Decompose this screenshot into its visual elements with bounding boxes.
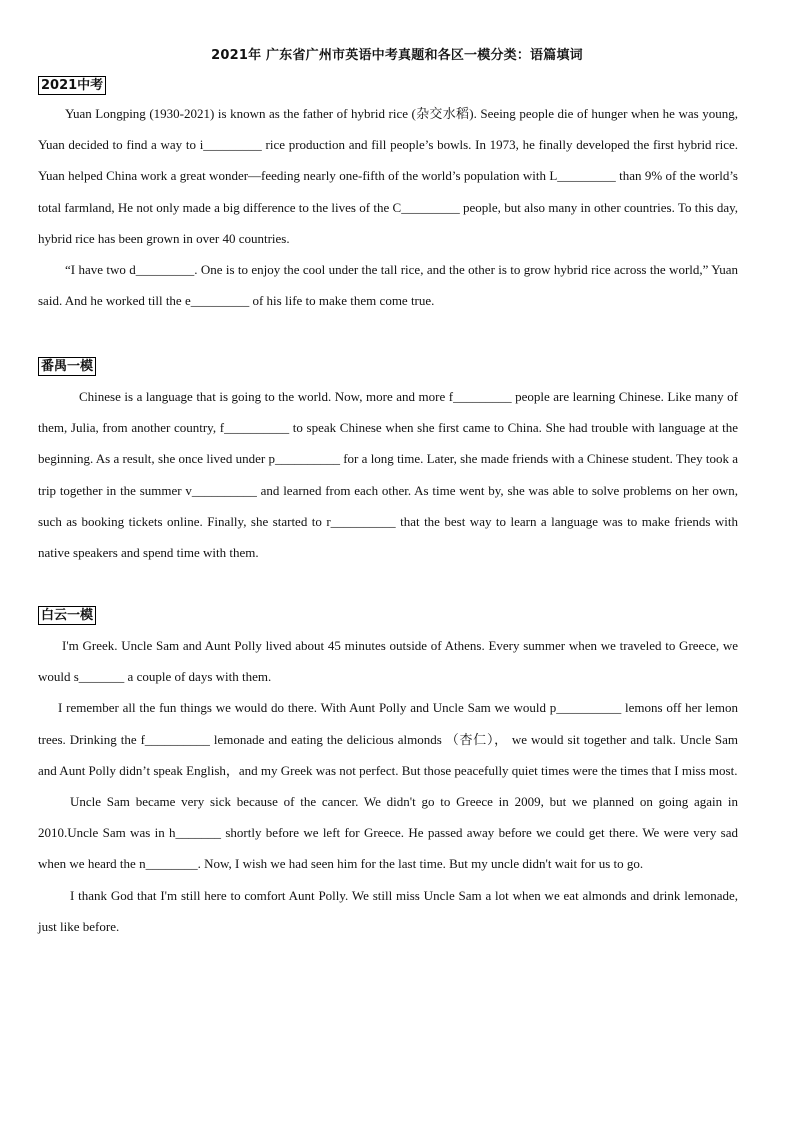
passage-paragraph: “I have two d_________. One is to enjoy the cool under the tall rice, and the other is to grow hybrid rice across the world,” Yuan said. And he worked till the e_________ of his life to make them come true. [38, 262, 738, 309]
section-2021-exam [38, 76, 738, 316]
section-heading: 白云一模 [38, 606, 96, 625]
passage-paragraph: I thank God that I'm still here to comfort Aunt Polly. We still miss Uncle Sam a lot when we eat almonds and drink lemonade, just like before. [38, 887, 738, 934]
section-heading: 2021中考 [38, 76, 106, 95]
passage-paragraph: I remember all the fun things we would do there. With Aunt Polly and Uncle Sam we would p__________ lemons off her lemon trees. Drinking the f__________ lemonade and eating the delicious almonds （杏仁）， we would sit together and talk. Uncle Sam and Aunt Polly didn’t speak English，and my Greek was not perfect. But those peacefully quiet times were the times that I miss most. [38, 700, 738, 778]
page-title: 2021年 广东省广州市英语中考真题和各区一模分类：语篇填词 [211, 48, 583, 63]
section-panyu-mock [38, 357, 738, 568]
passage-paragraph: Yuan Longping (1930-2021) is known as the father of hybrid rice (杂交水稻). Seeing people die of hunger when he was young, Yuan decided to find a way to i_________ rice production and fill people’s bowls. In 1973, he finally developed the first hybrid rice. Yuan helped China work a great wonder—feeding nearly one-fifth of the world’s population with L_________ than 9% of the world’s total farmland, He not only made a big difference to the lives of the C_________ people, but also many in other countries. To this day, hybrid rice has been grown in over 40 countries. [38, 106, 738, 246]
section-heading: 番禺一模 [38, 357, 96, 376]
section-baiyun-mock [38, 606, 738, 942]
passage-paragraph: I'm Greek. Uncle Sam and Aunt Polly lived about 45 minutes outside of Athens. Every summer when we traveled to Greece, we would s_______ a couple of days with them. [38, 638, 738, 685]
passage-paragraph: Uncle Sam became very sick because of the cancer. We didn't go to Greece in 2009, but we planned on going again in 2010.Uncle Sam was in h_______ shortly before we left for Greece. He passed away before we could get there. We were very sad when we heard the n________. Now, I wish we had seen him for the last time. But my uncle didn't wait for us to go. [38, 794, 738, 872]
passage-paragraph: Chinese is a language that is going to the world. Now, more and more f_________ people are learning Chinese. Like many of them, Julia, from another country, f__________ to speak Chinese when she first came to China. She had trouble with language at the beginning. As a result, she once lived under p__________ for a long time. Later, she made friends with a Chinese student. They took a trip together in the summer v__________ and learned from each other. As time went by, she was able to solve problems on her own, such as booking tickets online. Finally, she started to r__________ that the best way to learn a language was to make friends with native speakers and spend time with them. [38, 389, 738, 561]
